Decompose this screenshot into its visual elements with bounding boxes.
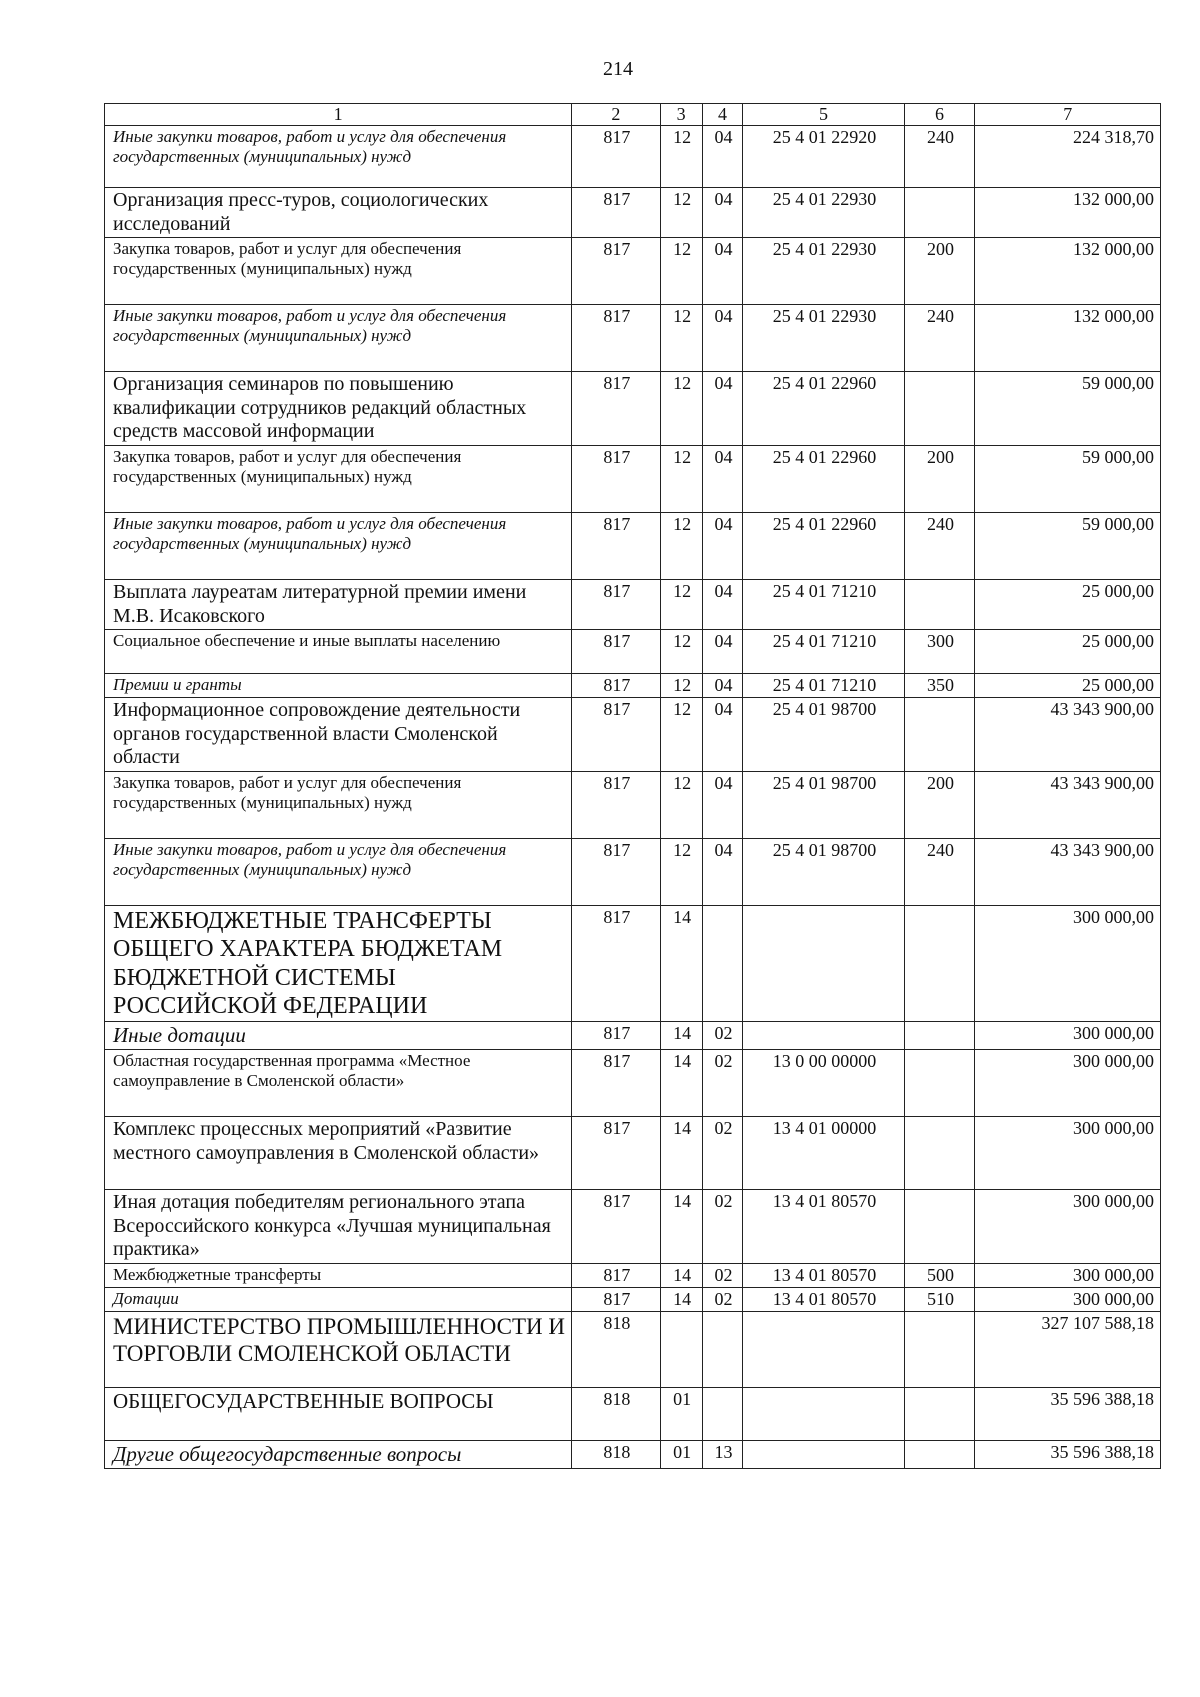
row-name-cell: Закупка товаров, работ и услуг для обеспечения государственных (муниципальных) нужд (105, 771, 572, 838)
subsection-cell: 02 (702, 1287, 743, 1311)
amount-cell: 35 596 388,18 (975, 1440, 1161, 1468)
amount-cell: 43 343 900,00 (975, 838, 1161, 905)
target-article-cell: 25 4 01 22930 (743, 305, 904, 372)
subsection-cell: 04 (702, 579, 743, 629)
expense-type-cell: 240 (904, 305, 975, 372)
row-name-cell: Премии и гранты (105, 674, 572, 698)
expense-type-cell (904, 372, 975, 446)
amount-cell: 35 596 388,18 (975, 1387, 1161, 1440)
target-article-cell: 13 4 01 80570 (743, 1263, 904, 1287)
subsection-cell: 04 (702, 630, 743, 674)
amount-cell: 59 000,00 (975, 512, 1161, 579)
section-cell: 12 (660, 579, 702, 629)
section-cell: 12 (660, 674, 702, 698)
expense-type-cell: 240 (904, 512, 975, 579)
amount-cell: 300 000,00 (975, 1022, 1161, 1050)
subsection-cell: 04 (702, 838, 743, 905)
subsection-cell: 04 (702, 445, 743, 512)
section-cell: 12 (660, 771, 702, 838)
column-header: 6 (904, 104, 975, 126)
chapter-cell: 817 (572, 1287, 660, 1311)
section-cell: 14 (660, 1189, 702, 1263)
table-row (105, 305, 1161, 372)
amount-cell: 300 000,00 (975, 905, 1161, 1021)
table-row (105, 1116, 1161, 1189)
expense-type-cell (904, 1049, 975, 1116)
subsection-cell (702, 1311, 743, 1387)
expense-type-cell: 510 (904, 1287, 975, 1311)
row-name-cell: Комплекс процессных мероприятий «Развитие местного самоуправления в Смоленской области» (105, 1116, 572, 1189)
section-cell: 12 (660, 372, 702, 446)
row-name-cell: Областная государственная программа «Местное самоуправление в Смоленской области» (105, 1049, 572, 1116)
table-row (105, 905, 1161, 1021)
section-cell: 12 (660, 305, 702, 372)
column-header: 2 (572, 104, 660, 126)
chapter-cell: 817 (572, 1263, 660, 1287)
target-article-cell: 25 4 01 22920 (743, 126, 904, 188)
section-cell: 12 (660, 698, 702, 772)
target-article-cell (743, 1311, 904, 1387)
page-number: 214 (603, 58, 633, 80)
target-article-cell: 25 4 01 71210 (743, 579, 904, 629)
subsection-cell: 04 (702, 674, 743, 698)
section-cell: 12 (660, 238, 702, 305)
column-header: 7 (975, 104, 1161, 126)
target-article-cell: 25 4 01 71210 (743, 674, 904, 698)
budget-table (104, 103, 1161, 1469)
amount-cell: 25 000,00 (975, 630, 1161, 674)
section-cell: 14 (660, 1022, 702, 1050)
chapter-cell: 817 (572, 1022, 660, 1050)
target-article-cell: 25 4 01 71210 (743, 630, 904, 674)
target-article-cell: 25 4 01 98700 (743, 771, 904, 838)
row-name-cell: Организация семинаров по повышению квалификации сотрудников редакций областных средств массовой информации (105, 372, 572, 446)
subsection-cell: 02 (702, 1263, 743, 1287)
expense-type-cell: 240 (904, 838, 975, 905)
expense-type-cell (904, 579, 975, 629)
target-article-cell: 25 4 01 98700 (743, 838, 904, 905)
table-row (105, 1189, 1161, 1263)
expense-type-cell (904, 1387, 975, 1440)
subsection-cell: 04 (702, 512, 743, 579)
subsection-cell: 04 (702, 305, 743, 372)
section-cell: 01 (660, 1387, 702, 1440)
table-row (105, 188, 1161, 238)
chapter-cell: 817 (572, 238, 660, 305)
table-body (105, 126, 1161, 1469)
subsection-cell: 04 (702, 188, 743, 238)
row-name-cell: Закупка товаров, работ и услуг для обеспечения государственных (муниципальных) нужд (105, 238, 572, 305)
expense-type-cell (904, 1189, 975, 1263)
table-row (105, 771, 1161, 838)
table-row (105, 1387, 1161, 1440)
target-article-cell: 25 4 01 22960 (743, 512, 904, 579)
section-cell: 12 (660, 445, 702, 512)
subsection-cell (702, 1387, 743, 1440)
section-cell: 12 (660, 838, 702, 905)
subsection-cell: 04 (702, 238, 743, 305)
subsection-cell: 04 (702, 698, 743, 772)
table-row (105, 1440, 1161, 1468)
row-name-cell: Иные дотации (105, 1022, 572, 1050)
chapter-cell: 817 (572, 372, 660, 446)
row-name-cell: Другие общегосударственные вопросы (105, 1440, 572, 1468)
amount-cell: 59 000,00 (975, 445, 1161, 512)
chapter-cell: 817 (572, 579, 660, 629)
chapter-cell: 817 (572, 1116, 660, 1189)
section-cell: 14 (660, 1049, 702, 1116)
section-cell: 14 (660, 1263, 702, 1287)
table-row (105, 698, 1161, 772)
table-row (105, 630, 1161, 674)
table-row (105, 1049, 1161, 1116)
chapter-cell: 817 (572, 905, 660, 1021)
amount-cell: 300 000,00 (975, 1263, 1161, 1287)
chapter-cell: 818 (572, 1311, 660, 1387)
target-article-cell: 13 0 00 00000 (743, 1049, 904, 1116)
amount-cell: 300 000,00 (975, 1116, 1161, 1189)
section-cell: 14 (660, 905, 702, 1021)
chapter-cell: 817 (572, 445, 660, 512)
row-name-cell: Межбюджетные трансферты (105, 1263, 572, 1287)
table-row (105, 579, 1161, 629)
subsection-cell (702, 905, 743, 1021)
section-cell: 12 (660, 512, 702, 579)
row-name-cell: Дотации (105, 1287, 572, 1311)
column-header: 1 (105, 104, 572, 126)
section-cell: 12 (660, 126, 702, 188)
target-article-cell (743, 1022, 904, 1050)
expense-type-cell: 200 (904, 238, 975, 305)
chapter-cell: 817 (572, 1189, 660, 1263)
amount-cell: 132 000,00 (975, 188, 1161, 238)
row-name-cell: Иная дотация победителям регионального этапа Всероссийского конкурса «Лучшая муниципальная практика» (105, 1189, 572, 1263)
subsection-cell: 13 (702, 1440, 743, 1468)
target-article-cell: 13 4 01 80570 (743, 1287, 904, 1311)
expense-type-cell (904, 1440, 975, 1468)
chapter-cell: 817 (572, 1049, 660, 1116)
target-article-cell: 25 4 01 22960 (743, 445, 904, 512)
target-article-cell: 25 4 01 22960 (743, 372, 904, 446)
section-cell: 12 (660, 630, 702, 674)
expense-type-cell: 300 (904, 630, 975, 674)
row-name-cell: Иные закупки товаров, работ и услуг для обеспечения государственных (муниципальных) нужд (105, 838, 572, 905)
section-cell: 14 (660, 1287, 702, 1311)
target-article-cell: 13 4 01 00000 (743, 1116, 904, 1189)
table-row (105, 1287, 1161, 1311)
subsection-cell: 02 (702, 1116, 743, 1189)
table-row (105, 674, 1161, 698)
table-row (105, 372, 1161, 446)
chapter-cell: 817 (572, 305, 660, 372)
chapter-cell: 817 (572, 674, 660, 698)
section-cell: 14 (660, 1116, 702, 1189)
subsection-cell: 02 (702, 1189, 743, 1263)
row-name-cell: ОБЩЕГОСУДАРСТВЕННЫЕ ВОПРОСЫ (105, 1387, 572, 1440)
expense-type-cell (904, 188, 975, 238)
amount-cell: 25 000,00 (975, 674, 1161, 698)
expense-type-cell (904, 1022, 975, 1050)
expense-type-cell: 240 (904, 126, 975, 188)
target-article-cell (743, 1440, 904, 1468)
chapter-cell: 817 (572, 188, 660, 238)
table-row (105, 126, 1161, 188)
row-name-cell: Иные закупки товаров, работ и услуг для обеспечения государственных (муниципальных) нужд (105, 126, 572, 188)
chapter-cell: 817 (572, 838, 660, 905)
section-cell (660, 1311, 702, 1387)
table-row (105, 1022, 1161, 1050)
subsection-cell: 02 (702, 1022, 743, 1050)
amount-cell: 43 343 900,00 (975, 771, 1161, 838)
chapter-cell: 817 (572, 698, 660, 772)
table-row (105, 1311, 1161, 1387)
row-name-cell: Закупка товаров, работ и услуг для обеспечения государственных (муниципальных) нужд (105, 445, 572, 512)
subsection-cell: 04 (702, 372, 743, 446)
table-row (105, 838, 1161, 905)
column-header: 5 (743, 104, 904, 126)
column-header-row (105, 104, 1161, 126)
expense-type-cell: 500 (904, 1263, 975, 1287)
amount-cell: 132 000,00 (975, 238, 1161, 305)
target-article-cell: 25 4 01 98700 (743, 698, 904, 772)
table-row (105, 1263, 1161, 1287)
amount-cell: 327 107 588,18 (975, 1311, 1161, 1387)
chapter-cell: 817 (572, 630, 660, 674)
expense-type-cell (904, 1116, 975, 1189)
target-article-cell (743, 1387, 904, 1440)
subsection-cell: 02 (702, 1049, 743, 1116)
target-article-cell (743, 905, 904, 1021)
expense-type-cell (904, 698, 975, 772)
row-name-cell: МЕЖБЮДЖЕТНЫЕ ТРАНСФЕРТЫ ОБЩЕГО ХАРАКТЕРА БЮДЖЕТАМ БЮДЖЕТНОЙ СИСТЕМЫ РОССИЙСКОЙ ФЕДЕРАЦИИ (105, 905, 572, 1021)
amount-cell: 132 000,00 (975, 305, 1161, 372)
column-header: 3 (660, 104, 702, 126)
expense-type-cell (904, 905, 975, 1021)
amount-cell: 59 000,00 (975, 372, 1161, 446)
row-name-cell: Иные закупки товаров, работ и услуг для обеспечения государственных (муниципальных) нужд (105, 512, 572, 579)
amount-cell: 300 000,00 (975, 1189, 1161, 1263)
chapter-cell: 818 (572, 1440, 660, 1468)
row-name-cell: Организация пресс-туров, социологических исследований (105, 188, 572, 238)
row-name-cell: Социальное обеспечение и иные выплаты населению (105, 630, 572, 674)
section-cell: 01 (660, 1440, 702, 1468)
target-article-cell: 25 4 01 22930 (743, 188, 904, 238)
table-row (105, 445, 1161, 512)
target-article-cell: 25 4 01 22930 (743, 238, 904, 305)
amount-cell: 43 343 900,00 (975, 698, 1161, 772)
amount-cell: 300 000,00 (975, 1049, 1161, 1116)
amount-cell: 25 000,00 (975, 579, 1161, 629)
chapter-cell: 817 (572, 771, 660, 838)
expense-type-cell (904, 1311, 975, 1387)
table-row (105, 512, 1161, 579)
expense-type-cell: 200 (904, 771, 975, 838)
target-article-cell: 13 4 01 80570 (743, 1189, 904, 1263)
column-header: 4 (702, 104, 743, 126)
row-name-cell: Информационное сопровождение деятельности органов государственной власти Смоленской области (105, 698, 572, 772)
table-row (105, 238, 1161, 305)
expense-type-cell: 200 (904, 445, 975, 512)
subsection-cell: 04 (702, 126, 743, 188)
amount-cell: 300 000,00 (975, 1287, 1161, 1311)
row-name-cell: Иные закупки товаров, работ и услуг для обеспечения государственных (муниципальных) нужд (105, 305, 572, 372)
expense-type-cell: 350 (904, 674, 975, 698)
row-name-cell: МИНИСТЕРСТВО ПРОМЫШЛЕННОСТИ И ТОРГОВЛИ СМОЛЕНСКОЙ ОБЛАСТИ (105, 1311, 572, 1387)
chapter-cell: 818 (572, 1387, 660, 1440)
row-name-cell: Выплата лауреатам литературной премии имени М.В. Исаковского (105, 579, 572, 629)
chapter-cell: 817 (572, 126, 660, 188)
subsection-cell: 04 (702, 771, 743, 838)
chapter-cell: 817 (572, 512, 660, 579)
amount-cell: 224 318,70 (975, 126, 1161, 188)
section-cell: 12 (660, 188, 702, 238)
